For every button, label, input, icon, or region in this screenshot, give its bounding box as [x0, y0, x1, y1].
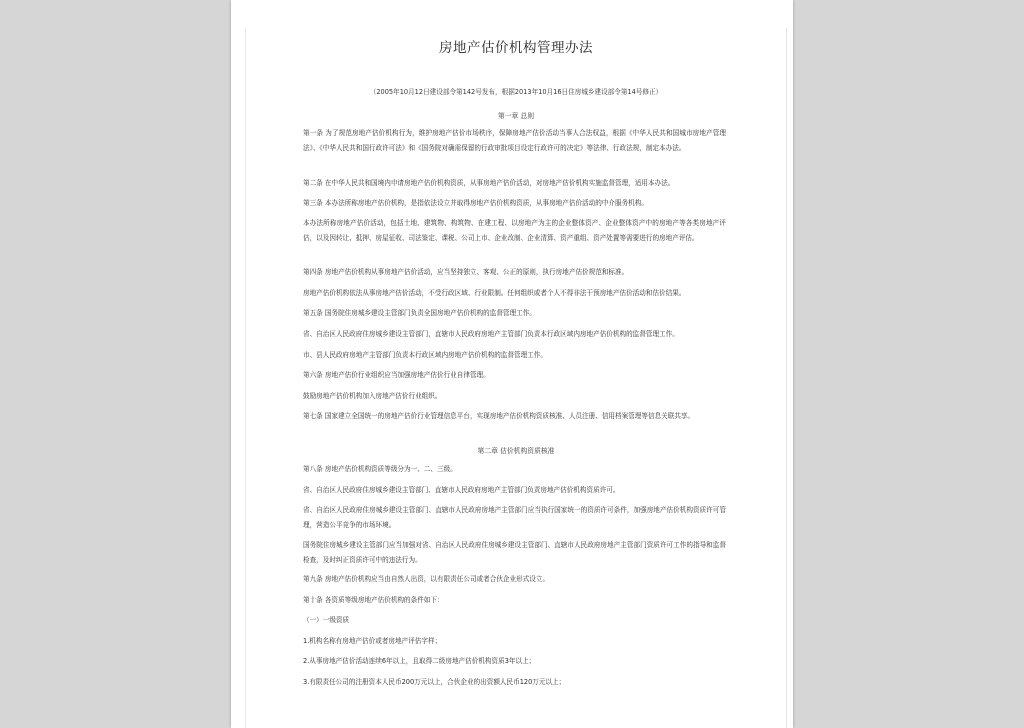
paragraph: 市、县人民政府房地产主管部门负责本行政区域内房地产估价机构的监督管理工作。 [303, 351, 547, 359]
paragraph: 第一条 为了规范房地产估价机构行为，维护房地产估价市场秩序，保障房地产估价活动当事人合法权益，根据《中华人民共和国城市房地产管理法》、《中华人民共和国行政许可法》和《国务院对确需保留的行政审批项目设定行政许可的决定》等法律、行政法规，制定本办法。 [303, 129, 726, 152]
document-title: 房地产估价机构管理办法 [439, 40, 593, 56]
paragraph: 第九条 房地产估价机构应当由自然人出资，以有限责任公司或者合伙企业形式设立。 [303, 575, 550, 583]
paragraph: （一）一级资质 [303, 616, 350, 624]
paragraph: 省、自治区人民政府住房城乡建设主管部门、直辖市人民政府房地产主管部门负责房地产估价机构资质许可。 [303, 486, 620, 494]
paragraph: 第六条 房地产估价行业组织应当加强房地产估价行业自律管理。 [303, 371, 490, 379]
paragraph: 第五条 国务院住房城乡建设主管部门负责全国房地产估价机构的监督管理工作。 [303, 309, 536, 317]
paragraph: 第十条 各资质等级房地产估价机构的条件如下： [303, 596, 444, 604]
paragraph: 第四条 房地产估价机构从事房地产估价活动，应当坚持独立、客观、公正的原则，执行房地产估价规范和标准。 [303, 268, 629, 276]
paragraph: 第三条 本办法所称房地产估价机构，是指依法设立并取得房地产估价机构资质，从事房地产估价活动的中介服务机构。 [303, 199, 648, 207]
paragraph: 第二条 在中华人民共和国境内申请房地产估价机构资质，从事房地产估价活动，对房地产估价机构实施监督管理，适用本办法。 [303, 179, 675, 187]
chapter-heading: 第一章 总则 [497, 112, 535, 120]
paragraph: 鼓励房地产估价机构加入房地产估价行业组织。 [303, 392, 442, 400]
paragraph: 2.从事房地产估价活动连续6年以上，且取得二级房地产估价机构资质3年以上； [303, 657, 536, 665]
paragraph: 第七条 国家建立全国统一的房地产估价行业管理信息平台，实现房地产估价机构资质核准、人员注册、信用档案管理等信息关联共享。 [303, 412, 695, 420]
paragraph: 房地产估价机构依法从事房地产估价活动，不受行政区域、行业限制。任何组织或者个人不得非法干预房地产估价活动和估价结果。 [303, 289, 686, 297]
paragraph: 国务院住房城乡建设主管部门应当加强对省、自治区人民政府住房城乡建设主管部门、直辖市人民政府房地产主管部门资质许可工作的指导和监督检查，及时纠正资质许可中的违法行为。 [303, 541, 726, 564]
paragraph: 第八条 房地产估价机构资质等级分为一、二、三级。 [303, 465, 457, 473]
paragraph: 1.机构名称有房地产估价或者房地产评估字样； [303, 637, 442, 645]
paragraph: 本办法所称房地产估价活动，包括土地、建筑物、构筑物、在建工程、以房地产为主的企业整体资产、企业整体资产中的房地产等各类房地产评估，以及因转让、抵押、房屋征收、司法鉴定、课税、公司上市、企业改制、企业清算、资产重组、资产处置等需要进行的房地产评估。 [303, 219, 726, 242]
page-content [245, 28, 787, 728]
paragraph: 3.有限责任公司的注册资本人民币200万元以上，合伙企业的出资额人民币120万元以上； [303, 678, 566, 686]
paragraph: 省、自治区人民政府住房城乡建设主管部门，直辖市人民政府房地产主管部门负责本行政区域内房地产估价机构的监督管理工作。 [303, 330, 679, 338]
paragraph: 省、自治区人民政府住房城乡建设主管部门、直辖市人民政府房地产主管部门应当执行国家统一的资质许可条件，加强房地产估价机构资质许可管理，营造公平竞争的市场环境。 [303, 506, 726, 529]
document-subtitle: （2005年10月12日建设部令第142号发布，根据2013年10月16日住房城乡建设部令第14号修正） [369, 88, 663, 96]
chapter-heading: 第二章 估价机构资质核准 [477, 447, 555, 455]
